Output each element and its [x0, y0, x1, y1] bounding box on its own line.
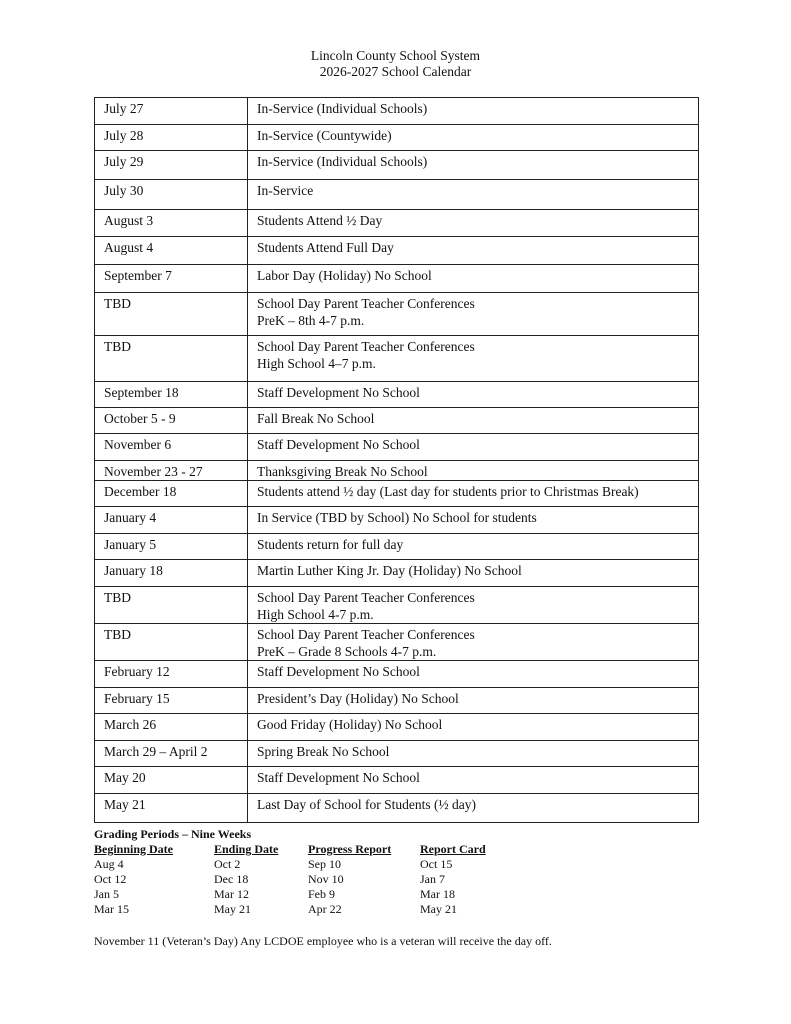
calendar-row	[95, 507, 699, 534]
calendar-event-line: Fall Break No School	[257, 411, 375, 426]
calendar-event-line: Last Day of School for Students (½ day)	[257, 797, 476, 812]
calendar-row	[95, 741, 699, 767]
grading-periods-title: Grading Periods – Nine Weeks	[94, 827, 252, 841]
grading-cell: Dec 18	[214, 872, 249, 886]
grading-cell: Jan 7	[420, 872, 445, 886]
calendar-event	[248, 180, 699, 210]
calendar-event-line: School Day Parent Teacher Conferences	[257, 627, 475, 642]
calendar-event-line: High School 4–7 p.m.	[257, 356, 376, 371]
calendar-event	[248, 382, 699, 408]
calendar-event	[248, 688, 699, 714]
calendar-event	[248, 534, 699, 560]
grading-cell: Aug 4	[94, 857, 124, 871]
calendar-row	[95, 293, 699, 336]
calendar-event-line: Students Attend ½ Day	[257, 213, 383, 228]
calendar-row	[95, 265, 699, 293]
district-name: Lincoln County School System	[310, 48, 481, 63]
grading-periods-table	[94, 842, 510, 917]
veterans-day-note: November 11 (Veteran’s Day) Any LCDOE employee who is a veteran will receive the day off.	[94, 934, 552, 948]
calendar-title: 2026-2027 School Calendar	[319, 64, 472, 79]
calendar-date: August 3	[95, 210, 248, 237]
calendar-event	[248, 587, 699, 624]
calendar-date: July 29	[95, 151, 248, 180]
calendar-row	[95, 237, 699, 265]
calendar-date: TBD	[95, 587, 248, 624]
grading-cell: Oct 2	[214, 857, 241, 871]
calendar-event-line: School Day Parent Teacher Conferences	[257, 296, 475, 311]
calendar-date: September 18	[95, 382, 248, 408]
calendar-event-line: School Day Parent Teacher Conferences	[257, 339, 475, 354]
calendar-row	[95, 434, 699, 461]
calendar-event-line: Good Friday (Holiday) No School	[257, 717, 443, 732]
grading-cell: Sep 10	[308, 857, 341, 871]
calendar-event	[248, 210, 699, 237]
calendar-event-line: In Service (TBD by School) No School for students	[257, 510, 537, 525]
calendar-event-line: PreK – Grade 8 Schools 4-7 p.m.	[257, 644, 437, 659]
calendar-event-line: President’s Day (Holiday) No School	[257, 691, 459, 706]
calendar-row	[95, 587, 699, 624]
calendar-row	[95, 408, 699, 434]
calendar-date: January 18	[95, 560, 248, 587]
calendar-event	[248, 560, 699, 587]
calendar-date: July 30	[95, 180, 248, 210]
calendar-date: August 4	[95, 237, 248, 265]
grading-cell: Oct 12	[94, 872, 127, 886]
grading-cell: Nov 10	[308, 872, 344, 886]
grading-header: Ending Date	[214, 842, 279, 856]
calendar-date: February 12	[95, 661, 248, 688]
calendar-date: November 6	[95, 434, 248, 461]
grading-cell: May 21	[420, 902, 457, 916]
calendar-date: TBD	[95, 624, 248, 661]
calendar-event-line: In-Service (Individual Schools)	[257, 101, 428, 116]
calendar-event-line: In-Service	[257, 183, 314, 198]
calendar-row	[95, 534, 699, 560]
calendar-event	[248, 151, 699, 180]
calendar-event	[248, 98, 699, 125]
calendar-date: September 7	[95, 265, 248, 293]
calendar-event	[248, 265, 699, 293]
calendar-event-line: High School 4-7 p.m.	[257, 607, 374, 622]
calendar-date: March 26	[95, 714, 248, 741]
calendar-event-line: In-Service (Countywide)	[257, 128, 392, 143]
calendar-date: October 5 - 9	[95, 408, 248, 434]
calendar-date: May 21	[95, 794, 248, 823]
calendar-event-line: School Day Parent Teacher Conferences	[257, 590, 475, 605]
calendar-event-line: Labor Day (Holiday) No School	[257, 268, 432, 283]
calendar-date: January 5	[95, 534, 248, 560]
calendar-event	[248, 624, 699, 661]
calendar-date: November 23 - 27	[95, 461, 248, 481]
calendar-date: March 29 – April 2	[95, 741, 248, 767]
calendar-event	[248, 661, 699, 688]
calendar-row	[95, 714, 699, 741]
calendar-event	[248, 481, 699, 507]
calendar-event	[248, 767, 699, 794]
calendar-row	[95, 767, 699, 794]
grading-cell: Jan 5	[94, 887, 119, 901]
calendar-date: July 27	[95, 98, 248, 125]
calendar-event-line: PreK – 8th 4-7 p.m.	[257, 313, 365, 328]
calendar-event	[248, 237, 699, 265]
calendar-row	[95, 624, 699, 661]
grading-header: Progress Report	[308, 842, 392, 856]
calendar-row	[95, 688, 699, 714]
calendar-row	[95, 794, 699, 823]
calendar-event-line: Staff Development No School	[257, 664, 420, 679]
calendar-date: TBD	[95, 336, 248, 382]
calendar-event-line: Martin Luther King Jr. Day (Holiday) No School	[257, 563, 522, 578]
calendar-row	[95, 661, 699, 688]
calendar-event-line: Staff Development No School	[257, 770, 420, 785]
calendar-event	[248, 461, 699, 481]
calendar-row	[95, 382, 699, 408]
calendar-row	[95, 461, 699, 481]
calendar-date: February 15	[95, 688, 248, 714]
calendar-date: January 4	[95, 507, 248, 534]
calendar-event	[248, 434, 699, 461]
calendar-event	[248, 408, 699, 434]
calendar-event-line: Students attend ½ day (Last day for students prior to Christmas Break)	[257, 484, 639, 499]
grading-cell: May 21	[214, 902, 251, 916]
calendar-event-line: Thanksgiving Break No School	[257, 464, 428, 479]
grading-header: Report Card	[420, 842, 486, 856]
calendar-event-line: Staff Development No School	[257, 437, 420, 452]
calendar-event	[248, 714, 699, 741]
calendar-date: December 18	[95, 481, 248, 507]
grading-header: Beginning Date	[94, 842, 174, 856]
grading-periods-section	[94, 827, 510, 917]
calendar-date: July 28	[95, 125, 248, 151]
calendar-row	[95, 125, 699, 151]
calendar-row	[95, 180, 699, 210]
calendar-date: TBD	[95, 293, 248, 336]
calendar-row	[95, 336, 699, 382]
calendar-event	[248, 741, 699, 767]
calendar-row	[95, 560, 699, 587]
calendar-event-line: Students Attend Full Day	[257, 240, 394, 255]
grading-cell: Mar 15	[94, 902, 129, 916]
grading-cell: Mar 12	[214, 887, 249, 901]
calendar-event	[248, 125, 699, 151]
calendar-row	[95, 151, 699, 180]
calendar-event-line: Students return for full day	[257, 537, 404, 552]
calendar-date: May 20	[95, 767, 248, 794]
calendar-row	[95, 98, 699, 125]
calendar-event-line: Staff Development No School	[257, 385, 420, 400]
calendar-event	[248, 507, 699, 534]
grading-cell: Mar 18	[420, 887, 455, 901]
calendar-event	[248, 336, 699, 382]
grading-cell: Feb 9	[308, 887, 335, 901]
calendar-row	[95, 481, 699, 507]
calendar-event-line: In-Service (Individual Schools)	[257, 154, 428, 169]
calendar-event	[248, 293, 699, 336]
calendar-event-line: Spring Break No School	[257, 744, 390, 759]
calendar-table	[94, 97, 699, 823]
grading-cell: Apr 22	[308, 902, 342, 916]
document-header	[0, 48, 791, 80]
grading-cell: Oct 15	[420, 857, 453, 871]
calendar-event	[248, 794, 699, 823]
calendar-row	[95, 210, 699, 237]
